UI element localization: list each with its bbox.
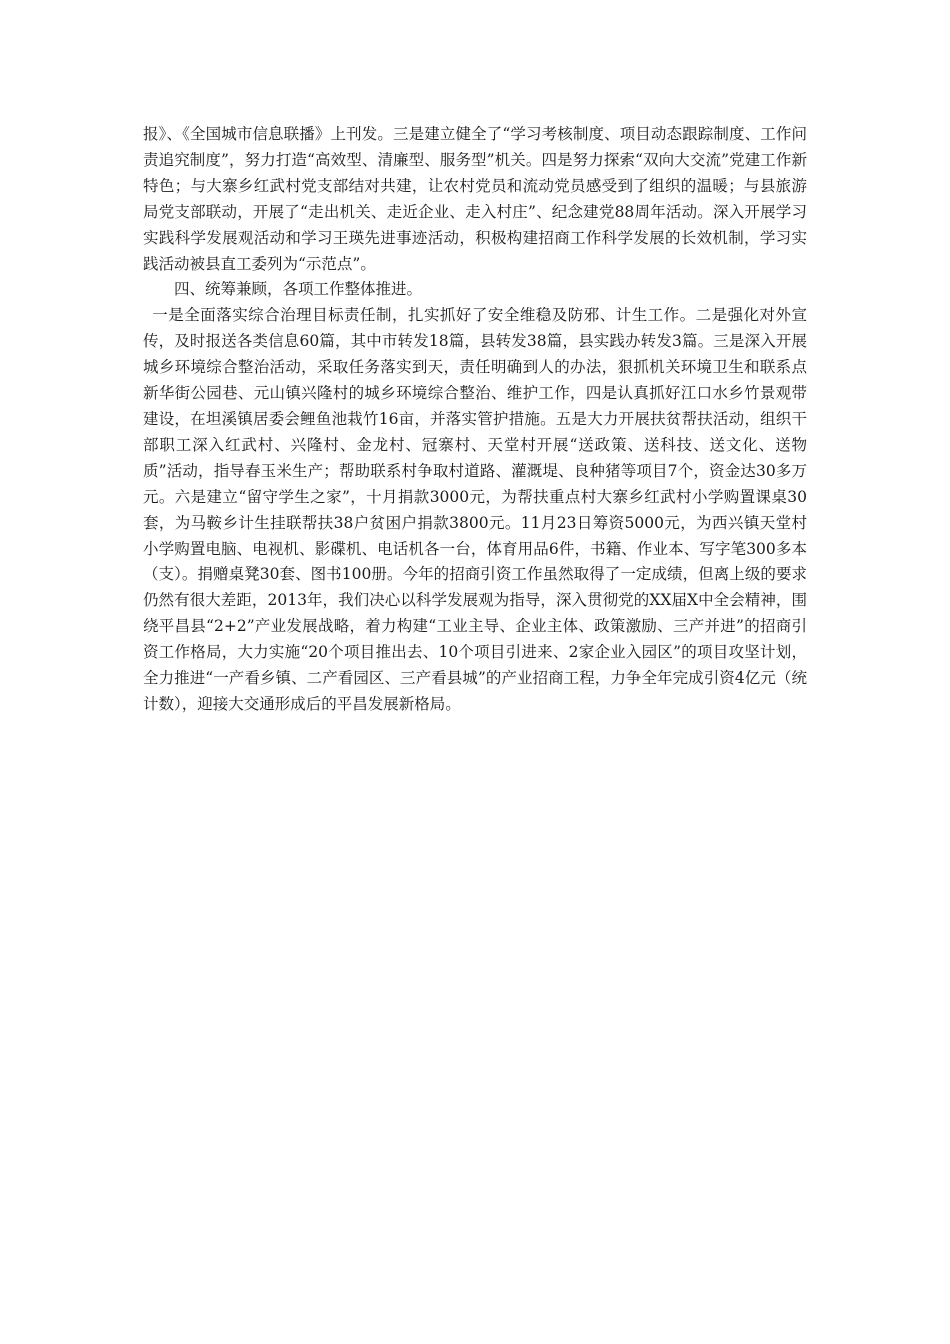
- document-body: [143, 122, 807, 718]
- paragraph-party-building: 报》、《全国城市信息联播》上刊发。三是建立健全了“学习考核制度、项目动态跟踪制度、工作问责追究制度”，努力打造“高效型、清廉型、服务型”机关。四是努力探索“双向大交流”党建工作新特色；与大寨乡红武村党支部结对共建，让农村党员和流动党员感受到了组织的温暖；与县旅游局党支部联动，开展了“走出机关、走近企业、走入村庄”、纪念建党88周年活动。深入开展学习实践科学发展观活动和学习王瑛先进事迹活动，积极构建招商工作科学发展的长效机制，学习实践活动被县直工委列为“示范点”。: [143, 125, 807, 273]
- paragraph-overall-work: 一是全面落实综合治理目标责任制，扎实抓好了安全维稳及防邪、计生工作。二是强化对外宣传，及时报送各类信息60篇，其中市转发18篇，县转发38篇，县实践办转发3篇。三是深入开展城乡环境综合整治活动，采取任务落实到天，责任明确到人的办法，狠抓机关环境卫生和联系点新华街公园巷、元山镇兴隆村的城乡环境综合整治、维护工作，四是认真抓好江口水乡竹景观带建设，在坦溪镇居委会鲤鱼池栽竹16亩，并落实管护措施。五是大力开展扶贫帮扶活动，组织干部职工深入红武村、兴隆村、金龙村、冠寨村、天堂村开展“送政策、送科技、送文化、送物质”活动，指导春玉米生产；帮助联系村争取村道路、灌溉堤、良种猪等项目7个，资金达30多万元。六是建立“留守学生之家”，十月捐款3000元，为帮扶重点村大寨乡红武村小学购置课桌30套，为马鞍乡计生挂联帮扶38户贫困户捐款3800元。11月23日筹资5000元，为西兴镇天堂村小学购置电脑、电视机、影碟机、电话机各一台，体育用品6件，书籍、作业本、写字笔300多本（支）。捐赠桌凳30套、图书100册。今年的招商引资工作虽然取得了一定成绩，但离上级的要求仍然有很大差距，2013年，我们决心以科学发展观为指导，深入贯彻党的XX届X中全会精神，围绕平昌县“2+2”产业发展战略，着力构建“工业主导、企业主体、政策激励、三产并进”的招商引资工作格局，大力实施“20个项目推出去、10个项目引进来、2家企业入园区”的项目攻坚计划，全力推进“一产看乡镇、二产看园区、三产看县城”的产业招商工程，力争全年完成引资4亿元（统计数），迎接大交通形成后的平昌发展新格局。: [143, 306, 807, 713]
- section-heading-four: 四、统筹兼顾，各项工作整体推进。: [174, 280, 423, 299]
